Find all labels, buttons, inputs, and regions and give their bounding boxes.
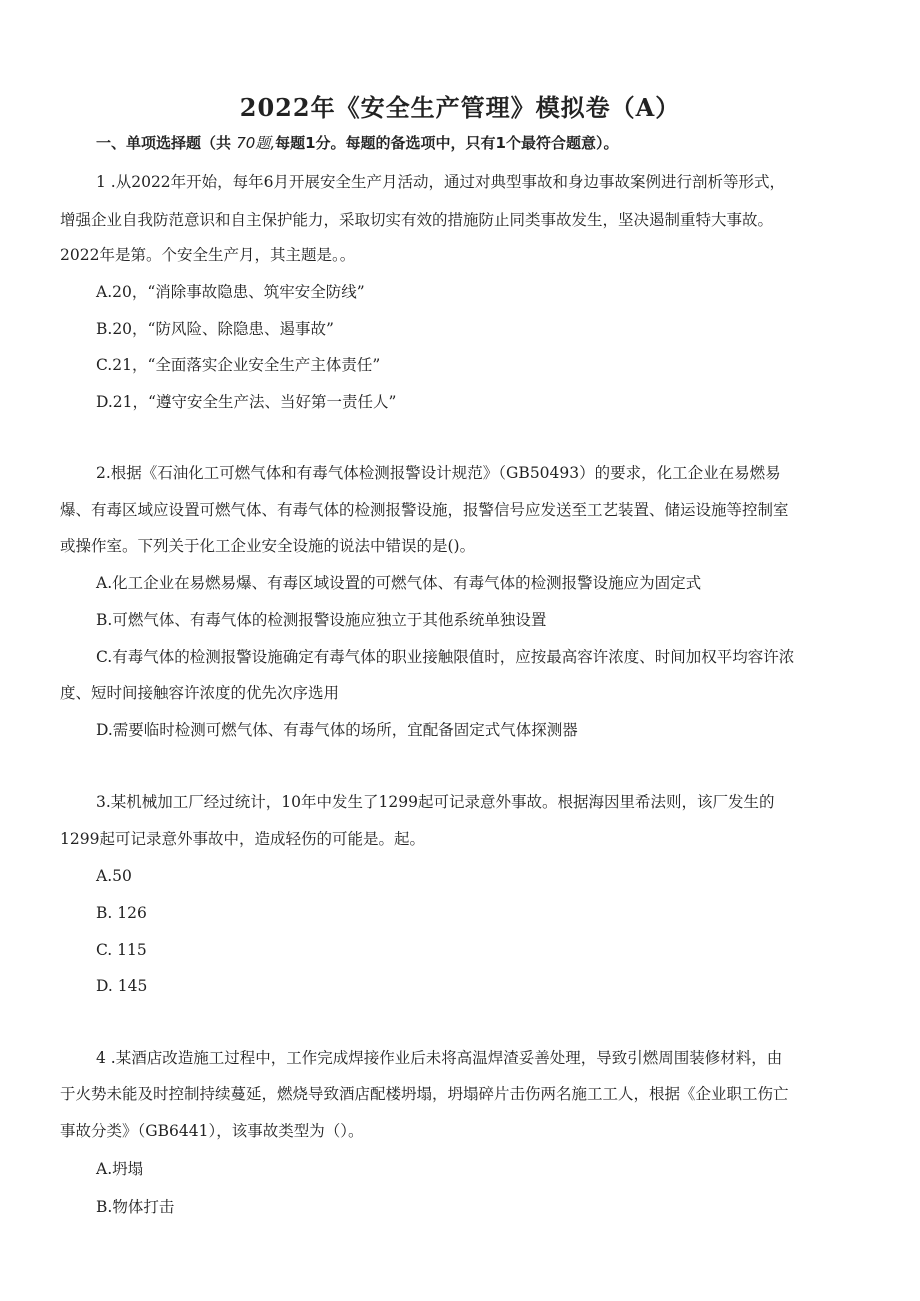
q1-option-d: D.21，“遵守安全生产法、当好第一责任人” [96,393,397,411]
q1-stem-line-3: 2022年是第。个安全生产月，其主题是。。 [60,246,356,264]
q1-stem-line-1: 1 .从2022年开始，每年6月开展安全生产月活动，通过对典型事故和身边事故案例进行剖析等形式， [96,173,786,191]
section-suffix: 每题1分。每题的备选项中，只有1个最符合题意）。 [275,134,619,152]
q4-stem-line-1: 4 .某酒店改造施工过程中，工作完成焊接作业后未将高温焊渣妥善处理，导致引燃周围装修材料，由 [96,1049,783,1067]
section-count: 70题, [236,134,276,152]
section-heading [96,132,618,153]
q4-stem-line-3: 事故分类》（GB6441），该事故类型为（）。 [60,1122,364,1140]
q4-stem-line-2: 于火势未能及时控制持续蔓延，燃烧导致酒店配楼坍塌，坍塌碎片击伤两名施工工人，根据《企业职工伤亡 [60,1085,789,1103]
q1-option-b: B.20，“防风险、除隐患、遏事故” [96,320,334,338]
q2-option-c-line-2: 度、短时间接触容许浓度的优先次序选用 [60,684,340,702]
q1-stem-line-2: 增强企业自我防范意识和自主保护能力，采取切实有效的措施防止同类事故发生，坚决遏制重特大事故。 [60,211,774,229]
q3-option-b: B. 126 [96,904,147,922]
q2-stem-line-3: 或操作室。下列关于化工企业安全设施的说法中错误的是()。 [60,537,476,555]
q2-option-c-line-1: C.有毒气体的检测报警设施确定有毒气体的职业接触限值时，应按最高容许浓度、时间加权平均容许浓 [96,648,795,666]
q3-option-a: A.50 [96,867,132,885]
q3-stem-line-2: 1299起可记录意外事故中，造成轻伤的可能是。起。 [60,830,425,848]
page-title: 2022年《安全生产管理》模拟卷（A） [239,93,681,122]
q3-stem-line-1: 3.某机械加工厂经过统计，10年中发生了1299起可记录意外事故。根据海因里希法则，该厂发生的 [96,793,775,811]
q2-option-a: A.化工企业在易燃易爆、有毒区域设置的可燃气体、有毒气体的检测报警设施应为固定式 [96,574,702,592]
q1-option-c: C.21，“全面落实企业安全生产主体责任” [96,356,381,374]
q2-option-d: D.需要临时检测可燃气体、有毒气体的场所，宜配备固定式气体探测器 [96,721,578,739]
q2-stem-line-1: 2.根据《石油化工可燃气体和有毒气体检测报警设计规范》（GB50493）的要求，化工企业在易燃易 [96,464,781,482]
q4-option-a: A.坍塌 [96,1160,144,1178]
section-prefix: 一、单项选择题（共 [96,134,237,152]
q4-option-b: B.物体打击 [96,1198,175,1216]
q1-option-a: A.20，“消除事故隐患、筑牢安全防线” [96,283,365,301]
q2-stem-line-2: 爆、有毒区域应设置可燃气体、有毒气体的检测报警设施，报警信号应发送至工艺装置、储运设施等控制室 [60,501,789,519]
q3-option-c: C. 115 [96,941,147,959]
q2-option-b: B.可燃气体、有毒气体的检测报警设施应独立于其他系统单独设置 [96,611,547,629]
q3-option-d: D. 145 [96,977,148,995]
